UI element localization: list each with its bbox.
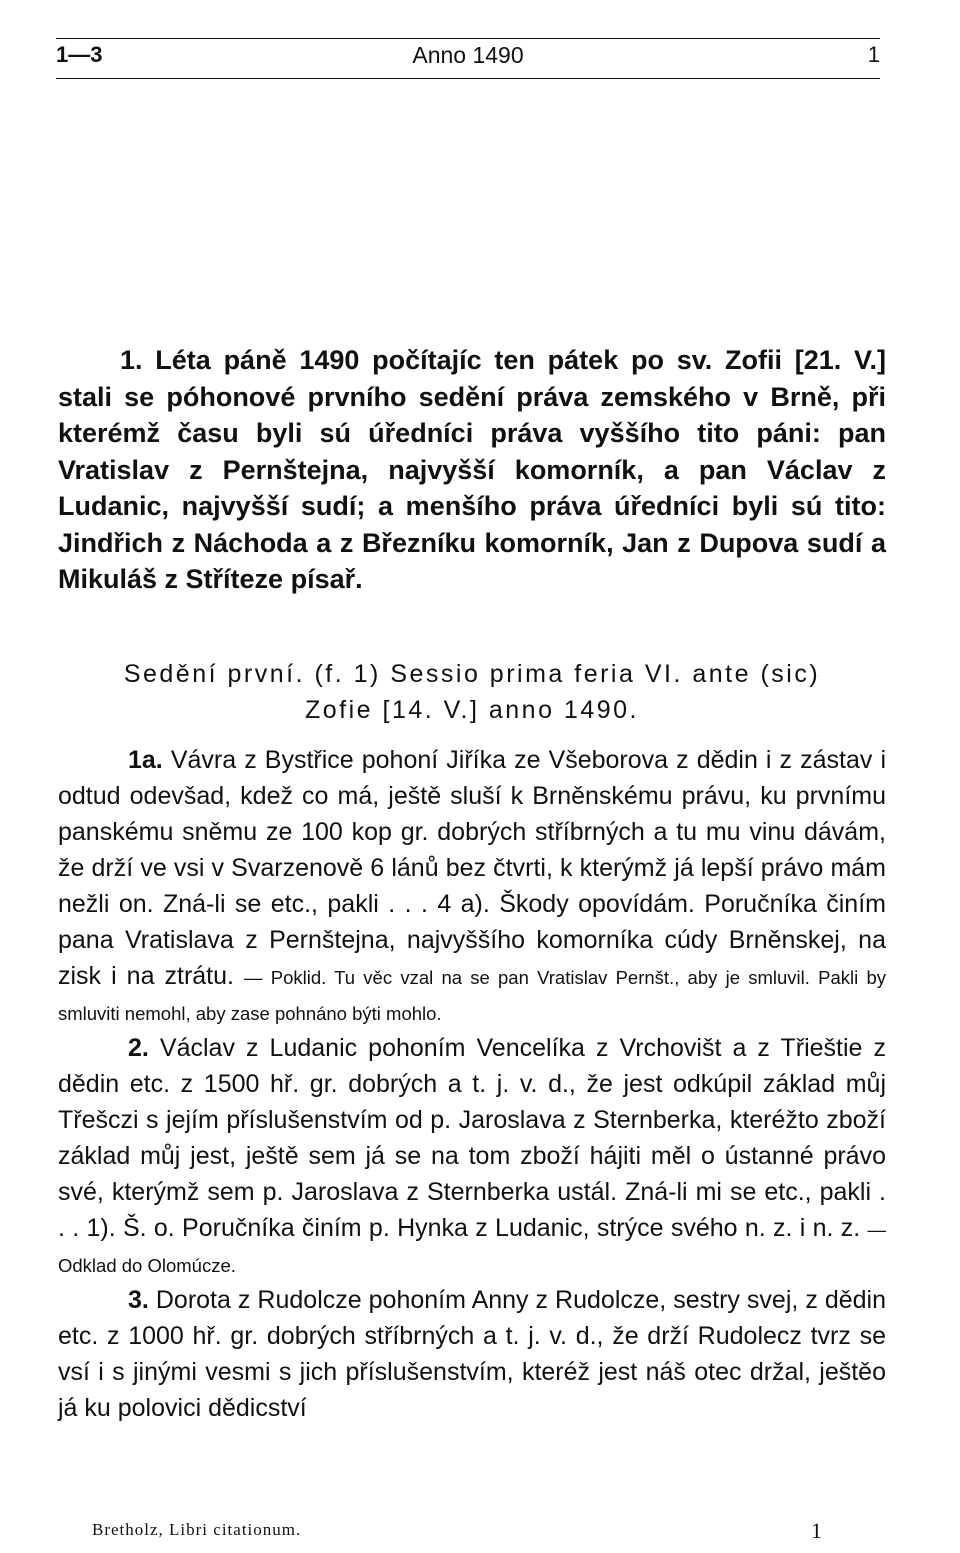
intro-text: Léta páně 1490 počítajíc ten pátek po sv. Zofii [21. V.] stali se póhonové prvního sedění práva zemského v Brně, při kterémž času byli sú úředníci práva vyššího tito páni: pan Vratislav z Pernštejna, najvyšší komorník, a pan Václav z Ludanic, najvyšší sudí; a menšího práva úředníci byli sú tito: Jindřich z Náchoda a z Březníku komorník, Jan z Dupova sudí a Mikuláš z Stříteze písař. <box>58 345 886 594</box>
running-head-title: Anno 1490 <box>412 42 524 68</box>
running-head <box>56 34 880 78</box>
intro-paragraph <box>58 342 886 598</box>
signature-mark: 1 <box>811 1518 822 1543</box>
entries-list <box>58 742 886 1426</box>
page-number: 1 <box>867 42 880 67</box>
entry-number: 2. <box>128 1034 149 1062</box>
footer-source: Bretholz, Libri citationum. <box>92 1520 302 1539</box>
entry-note: — Odklad do Olomúcze. <box>58 1219 887 1276</box>
entry-2 <box>58 1030 886 1282</box>
entry-number: 3. <box>128 1286 149 1314</box>
running-head-range: 1—3 <box>56 42 103 67</box>
entry-text: Václav z Ludanic pohoním Vencelíka z Vrchovišt a z Třieštie z dědin etc. z 1500 hř. gr. dobrých a t. j. v. d., že jest odkúpil základ můj Třešczi s jejím příslušenstvím od p. Jaroslava z Sternberka, kteréžto zboží základ můj jest, ještě sem já se na tom zboží hájiti měl o ústanné právo své, kterýmž sem p. Jaroslava z Sternberka ustál. Zná-li mi se etc., pakli . . . 1). Š. o. Poručníka činím p. Hynka z Ludanic, strýce svého n. z. i n. z. <box>58 1034 887 1242</box>
entry-text: Vávra z Bystřice pohoní Jiříka ze Všeborova z dědin i z zástav i odtud odevšad, kdež co má, ještě sluší k Brněnskému právu, ku prvnímu panskému sněmu ze 100 kop gr. dobrých stříbrných a tu mu vinu dávám, že drží ve vsi v Svarzenově 6 lánů bez čtvrti, k kterýmž já lepší právo mám nežli on. Zná-li se etc., pakli . . . 4 a). Škody opovídám. Poručníka činím pana Vratislava z Pernštejna, najvyššího komorníka cúdy Brněnskej, na zisk i na ztrátu. <box>58 746 886 990</box>
entry-1a <box>58 742 886 1030</box>
session-heading <box>58 656 886 728</box>
entry-text: Dorota z Rudolcze pohoním Anny z Rudolcze, sestry svej, z dědin etc. z 1000 hř. gr. dobrých stříbrných a t. j. v. d., že drží Rudolecz tvrz se vsí i s jinými vesmi s jich příslušenstvím, kteréž jest náš otec držal, ještěo já ku polovici dědicství <box>58 1286 887 1422</box>
intro-number: 1. <box>120 345 143 375</box>
page-footer <box>92 1520 822 1548</box>
entry-number: 1a. <box>128 746 163 774</box>
entry-3 <box>58 1282 886 1426</box>
header-rule-bottom <box>56 78 880 79</box>
session-heading-line-2: Zofie [14. V.] anno 1490. <box>304 696 639 724</box>
session-heading-line-1: Sedění první. (f. 1) Sessio prima feria VI. ante (sic) <box>123 660 821 688</box>
entry-note: — Poklid. Tu věc vzal na se pan Vratislav Pernšt., aby je smluvil. Pakli by smluviti nemohl, aby zase pohnáno býti mohlo. <box>58 967 886 1024</box>
